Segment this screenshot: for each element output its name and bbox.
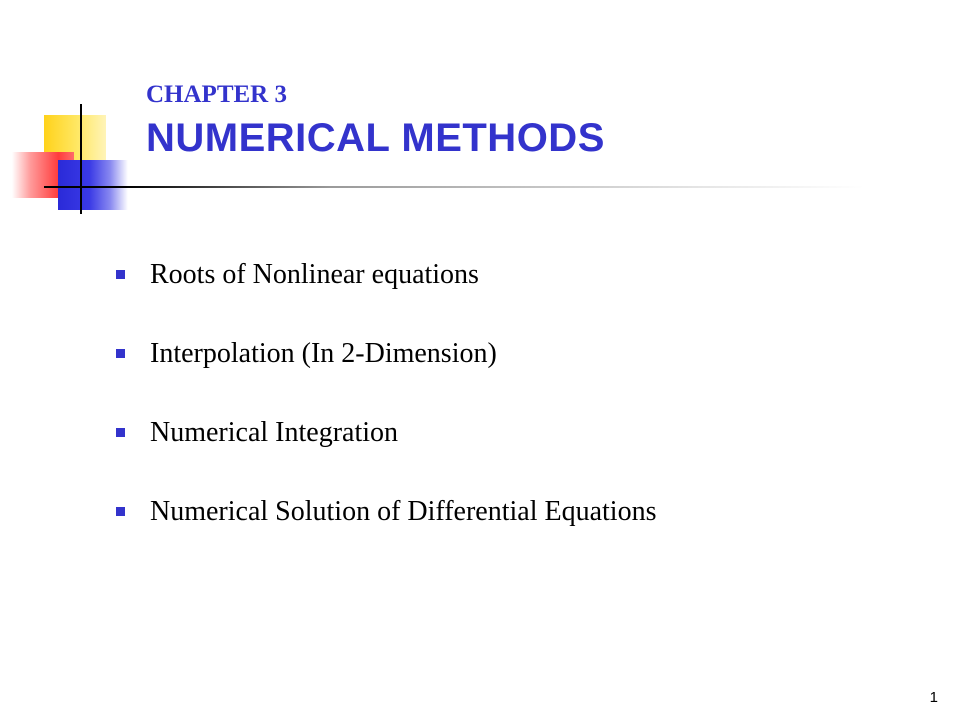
chapter-label: CHAPTER 3 bbox=[146, 81, 287, 108]
square-bullet-icon bbox=[116, 349, 125, 358]
bullet-text: Roots of Nonlinear equations bbox=[150, 258, 479, 290]
slide-title: NUMERICAL METHODS bbox=[146, 116, 605, 160]
bullet-text: Interpolation (In 2-Dimension) bbox=[150, 337, 497, 369]
title-underline bbox=[44, 186, 864, 188]
title-underline-container bbox=[0, 0, 140, 230]
bullet-item bbox=[116, 252, 656, 297]
bullet-text: Numerical Integration bbox=[150, 416, 399, 448]
page-number: 1 bbox=[929, 689, 938, 706]
title-block bbox=[146, 80, 605, 162]
bullet-item bbox=[116, 410, 656, 455]
square-bullet-icon bbox=[116, 270, 125, 279]
bullet-text: Numerical Solution of Differential Equations bbox=[150, 495, 657, 527]
bullet-list bbox=[116, 252, 656, 568]
square-bullet-icon bbox=[116, 428, 125, 437]
bullet-item bbox=[116, 489, 656, 534]
bullet-item bbox=[116, 331, 656, 376]
square-bullet-icon bbox=[116, 507, 125, 516]
